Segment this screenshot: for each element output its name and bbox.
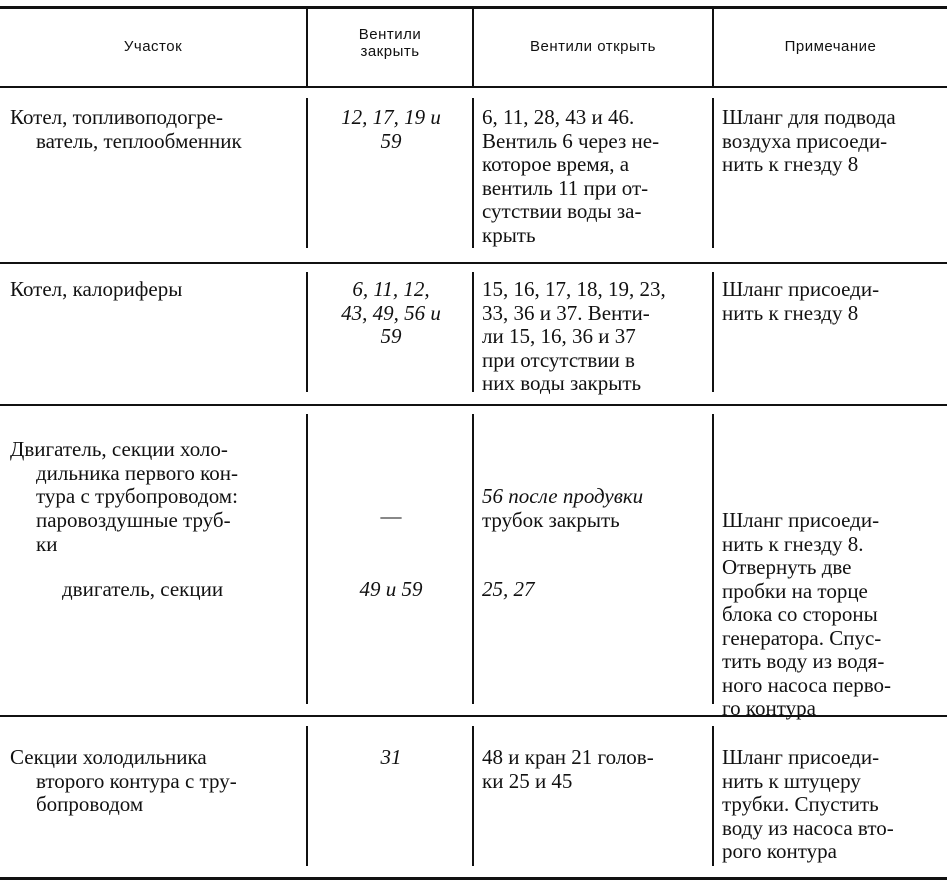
header-close: Вентили закрыть	[358, 26, 422, 60]
column-divider	[472, 272, 474, 392]
column-divider	[472, 98, 474, 248]
row-divider	[0, 404, 947, 406]
row3-section: Двигатель, секции холо- дильника первого кон- тура с трубопроводом:	[10, 437, 238, 508]
header-open: Вентили открыть	[530, 38, 656, 55]
header-note: Примечание	[784, 38, 877, 55]
table-bottom-rule	[0, 877, 947, 880]
row2-note: Шланг присоеди- нить к гнезду 8	[722, 277, 880, 325]
row2-close: 6, 11, 12, 43, 49, 56 и 59	[341, 277, 441, 348]
column-divider	[712, 726, 714, 866]
column-divider	[712, 98, 714, 248]
row1-section: Котел, топливоподогре- ватель, теплообменник	[10, 105, 242, 153]
column-divider	[306, 272, 308, 392]
row4-section: Секции холодильника второго контура с тру- бопроводом	[10, 745, 237, 816]
row1-open: 6, 11, 28, 43 и 46. Вентиль 6 через не- которое время, а вентиль 11 при от- сутствии воды за- крыть	[482, 105, 660, 247]
row4-note: Шланг присоеди- нить к штуцеру трубки. Спустить воду из насоса вто- рого контура	[722, 745, 894, 863]
column-divider	[712, 272, 714, 392]
column-divider	[472, 414, 474, 704]
row4-close: 31	[380, 745, 402, 769]
header-section: Участок	[123, 38, 183, 55]
row1-close: 12, 17, 19 и 59	[341, 105, 441, 153]
column-divider	[472, 726, 474, 866]
row3-sub1-open: 56 после продувки трубок закрыть	[482, 484, 644, 532]
row4-open: 48 и кран 21 голов- ки 25 и 45	[482, 745, 654, 793]
row3-note: Шланг присоеди- нить к гнезду 8. Отвернуть две пробки на торце блока со стороны генератора. Спус- тить воду из водя- ного насоса перво- го контура	[722, 508, 891, 720]
row3-sub2-section: двигатель, секции	[62, 577, 224, 601]
row3-sub2-close: 49 и 59	[359, 577, 423, 601]
row1-note: Шланг для подвода воздуха присоеди- нить к гнезду 8	[722, 105, 896, 176]
row-divider	[0, 262, 947, 264]
row2-section: Котел, калориферы	[10, 277, 183, 301]
row3-sub1-close: —	[380, 504, 402, 528]
row3-sub2-open: 25, 27	[482, 577, 535, 601]
column-divider	[306, 414, 308, 704]
row2-open: 15, 16, 17, 18, 19, 23, 33, 36 и 37. Венти- ли 15, 16, 36 и 37 при отсутствии в них воды закрыть	[482, 277, 666, 395]
column-divider	[712, 414, 714, 704]
column-divider	[306, 98, 308, 248]
row3-sub1-section: паровоздушные труб- ки	[36, 508, 231, 556]
column-divider	[306, 726, 308, 866]
